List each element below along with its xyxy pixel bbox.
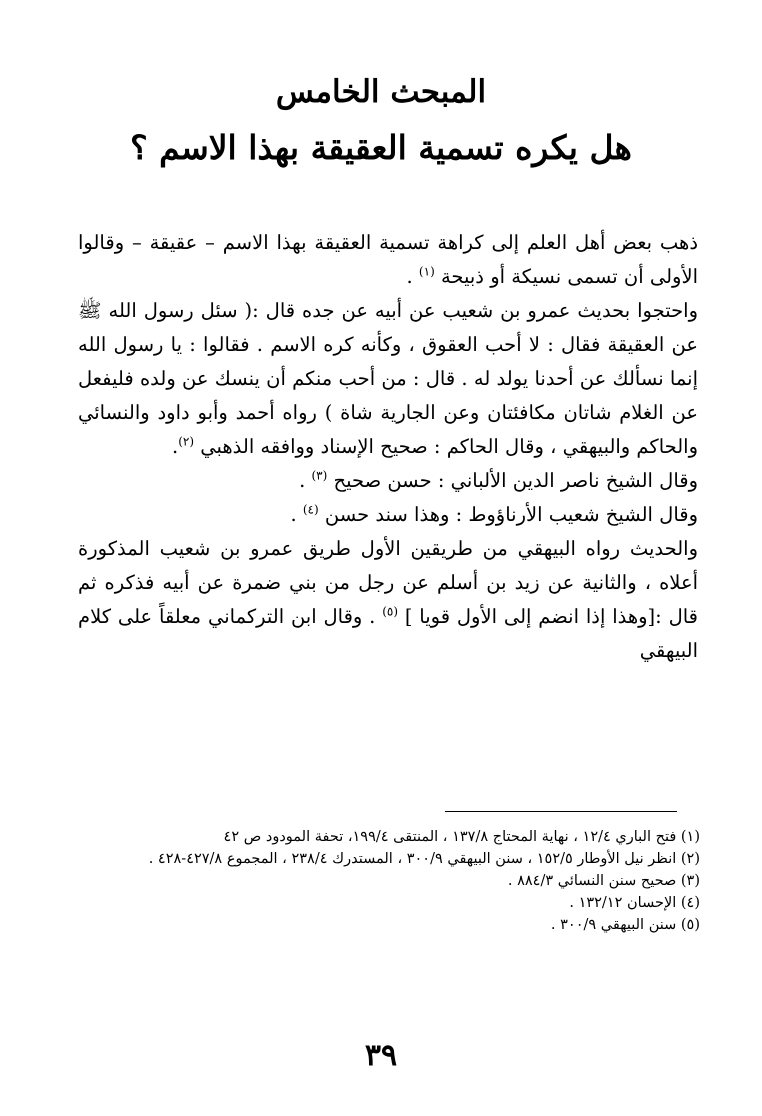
footnote-ref[interactable]: (٣) — [311, 468, 328, 483]
paragraph: واحتجوا بحديث عمرو بن شعيب عن أبيه عن جده قال :( سئل رسول الله ﷺ عن العقيقة فقال : لا أحب العقوق ، وكأنه كره الاسم . فقالوا : يا رسول الله إنما نسألك عن أحدنا يولد له . قال : من أحب منكم أن ينسك عن ولده فليفعل عن الغلام شاتان مكافئتان وعن الجارية شاة ) رواه أحمد وأبو داود والنسائي والحاكم والبيهقي ، وقال الحاكم : صحيح الإسناد ووافقه الذهبي $^{(٢)}$. — [78, 299, 698, 458]
footnote-item: (٤) الإحسان ١٣٢/١٢ . — [569, 895, 700, 911]
footnote-separator — [445, 811, 677, 812]
footnote-ref[interactable]: (٢) — [178, 434, 195, 449]
paragraph: والحديث رواه البيهقي من طريقين الأول طريق عمرو بن شعيب المذكورة أعلاه ، والثانية عن زيد بن أسلم عن رجل من بني ضمرة عن أبيه فذكره ثم قال :[وهذا إذا انضم إلى الأول قويا ] $^{(٥)}$ . وقال ابن التركماني معلقاً على كلام البيهقي — [78, 537, 698, 662]
footnote-item: (٣) صحيح سنن النسائي ٨٨٤/٣ . — [507, 873, 700, 889]
chapter-title: المبحث الخامس — [275, 74, 487, 110]
paragraph: وقال الشيخ ناصر الدين الألباني : حسن صحيح $^{(٣)}$ . — [299, 468, 698, 492]
footnote-item: (٢) انظر نيل الأوطار ١٥٢/٥ ، سنن البيهقي ٣٠٠/٩ ، المستدرك ٢٣٨/٤ ، المجموع ٤٢٧/٨-٤٢٨ . — [148, 851, 700, 867]
footnote-ref[interactable]: (١) — [418, 264, 435, 279]
paragraph: وقال الشيخ شعيب الأرناؤوط : وهذا سند حسن $^{(٤)}$ . — [290, 502, 698, 526]
body-text — [78, 226, 698, 668]
paragraph: ذهب بعض أهل العلم إلى كراهة تسمية العقيقة بهذا الاسم – عقيقة – وقالوا الأولى أن تسمى نسيكة أو ذبيحة $^{(١)}$ . — [78, 231, 699, 288]
footnote-item: (١) فتح الباري ١٢/٤ ، نهاية المحتاج ١٣٧/٨ ، المنتقى ١٩٩/٤، تحفة المودود ص ٤٢ — [223, 829, 700, 845]
footnote-item: (٥) سنن البيهقي ٣٠٠/٩ . — [550, 917, 700, 933]
chapter-subtitle: هل يكره تسمية العقيقة بهذا الاسم ؟ — [130, 128, 632, 167]
page-number: ٣٩ — [364, 1038, 398, 1073]
footnotes — [80, 826, 700, 936]
footnote-ref[interactable]: (٤) — [302, 502, 319, 517]
footnote-ref[interactable]: (٥) — [382, 604, 399, 619]
